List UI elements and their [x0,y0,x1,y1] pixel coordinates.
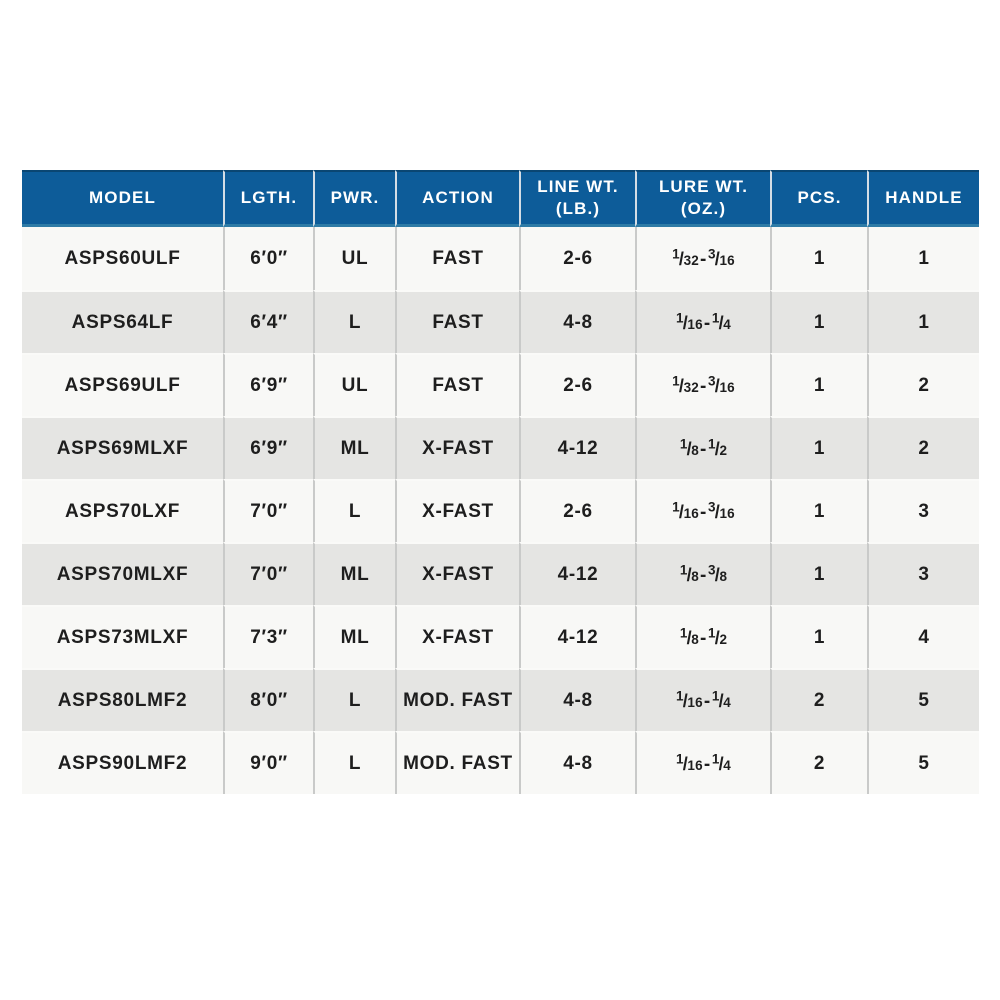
cell-lure-weight [635,605,770,668]
fraction [708,436,728,460]
fraction-numerator: 1 [675,688,684,704]
table-row [22,605,979,668]
range-dash: - [699,438,708,460]
cell-action: X-FAST [395,542,519,605]
col-header-model [22,170,223,227]
cell-length: 7′0″ [223,479,313,542]
cell-power: UL [313,227,395,290]
fraction-slash: / [714,438,721,459]
fraction [675,688,703,712]
cell-length: 6′9″ [223,353,313,416]
cell-model: ASPS69ULF [22,353,223,416]
cell-pieces: 1 [770,227,867,290]
col-header-pieces [770,170,867,227]
cell-handle: 4 [867,605,979,668]
rod-spec-table [22,170,979,794]
fraction-denominator: 16 [719,379,735,395]
fraction-slash: / [714,375,721,396]
col-header-label: ACTION [422,188,494,208]
fraction [708,499,735,523]
fraction-denominator: 2 [719,442,728,458]
cell-length: 7′0″ [223,542,313,605]
range-dash: - [703,312,711,334]
cell-lure-weight [635,290,770,353]
cell-action: MOD. FAST [395,668,519,731]
fraction-numerator: 1 [711,688,720,704]
cell-line-weight: 4-12 [519,542,635,605]
cell-power: ML [313,605,395,668]
cell-action: X-FAST [395,479,519,542]
fraction-numerator: 3 [708,562,716,578]
fraction-numerator: 1 [708,625,716,641]
cell-pieces: 1 [770,542,867,605]
fraction-slash: / [714,248,721,269]
cell-line-weight: 4-12 [519,605,635,668]
cell-power: L [313,731,395,794]
cell-pieces: 1 [770,353,867,416]
fraction [672,373,699,397]
fraction-numerator: 1 [711,310,720,326]
fraction-numerator: 1 [675,751,684,767]
fraction-denominator: 16 [719,505,735,521]
cell-line-weight: 4-8 [519,731,635,794]
cell-handle: 1 [867,290,979,353]
fraction-numerator: 1 [679,625,688,641]
fraction-slash: / [678,375,685,396]
cell-lure-weight [635,227,770,290]
cell-action: FAST [395,353,519,416]
col-header-sublabel: (LB.) [555,199,601,218]
fraction-denominator: 16 [687,757,703,773]
fraction-slash: / [714,627,721,648]
cell-pieces: 1 [770,416,867,479]
fraction [708,373,735,397]
fraction-slash: / [682,312,689,333]
fraction-denominator: 16 [687,694,703,710]
cell-length: 9′0″ [223,731,313,794]
cell-action: X-FAST [395,416,519,479]
table-row [22,290,979,353]
cell-action: FAST [395,290,519,353]
fraction [672,246,699,270]
range-dash: - [699,375,708,397]
cell-power: L [313,290,395,353]
fraction-denominator: 16 [683,505,699,521]
cell-lure-weight [635,416,770,479]
fraction-slash: / [682,690,689,711]
cell-model: ASPS64LF [22,290,223,353]
col-header-action [395,170,519,227]
cell-line-weight: 4-12 [519,416,635,479]
fraction-denominator: 16 [719,252,735,268]
fraction-denominator: 16 [687,316,703,332]
col-header-label: PWR. [330,188,380,208]
fraction-slash: / [714,564,721,585]
cell-lure-weight [635,542,770,605]
fraction-slash: / [686,627,693,648]
fraction [672,499,699,523]
fraction-numerator: 1 [679,562,688,578]
fraction [711,751,731,775]
fraction-slash: / [686,438,693,459]
fraction-slash: / [718,753,725,774]
cell-handle: 3 [867,542,979,605]
fraction-numerator: 1 [711,751,720,767]
col-header-label: LINE WT. [537,177,619,197]
fraction-numerator: 1 [708,436,716,452]
cell-length: 8′0″ [223,668,313,731]
col-header-label: LURE WT. [658,177,749,197]
fraction-numerator: 3 [708,246,716,262]
fraction-numerator: 1 [672,246,680,262]
fraction-numerator: 3 [708,373,716,389]
fraction [708,625,728,649]
cell-action: FAST [395,227,519,290]
cell-lure-weight [635,731,770,794]
fraction-denominator: 4 [723,316,731,332]
cell-model: ASPS70LXF [22,479,223,542]
fraction [708,246,735,270]
cell-lure-weight [635,668,770,731]
range-dash: - [699,564,708,586]
col-header-label: LGTH. [240,188,298,208]
table-row [22,731,979,794]
col-header-sublabel: (OZ.) [680,199,727,218]
fraction-numerator: 1 [679,436,688,452]
fraction [675,751,703,775]
table-row [22,479,979,542]
table-row [22,416,979,479]
col-header-lure-weight [635,170,770,227]
fraction-denominator: 8 [691,442,699,458]
cell-lure-weight [635,479,770,542]
cell-model: ASPS73MLXF [22,605,223,668]
cell-pieces: 1 [770,479,867,542]
cell-length: 6′9″ [223,416,313,479]
fraction-numerator: 1 [672,499,680,515]
cell-power: ML [313,542,395,605]
col-header-length [223,170,313,227]
cell-line-weight: 4-8 [519,668,635,731]
col-header-line-weight [519,170,635,227]
cell-model: ASPS60ULF [22,227,223,290]
table-row [22,542,979,605]
col-header-power [313,170,395,227]
fraction [679,625,699,649]
cell-length: 7′3″ [223,605,313,668]
range-dash: - [699,501,708,523]
cell-handle: 5 [867,668,979,731]
fraction-numerator: 1 [672,373,680,389]
col-header-label: MODEL [89,188,156,208]
cell-power: UL [313,353,395,416]
cell-pieces: 1 [770,605,867,668]
fraction-slash: / [686,564,693,585]
cell-line-weight: 2-6 [519,479,635,542]
cell-model: ASPS90LMF2 [22,731,223,794]
cell-handle: 1 [867,227,979,290]
cell-length: 6′0″ [223,227,313,290]
table-row [22,227,979,290]
fraction-slash: / [718,312,725,333]
col-header-handle [867,170,979,227]
cell-handle: 2 [867,353,979,416]
cell-power: ML [313,416,395,479]
fraction-denominator: 32 [683,252,699,268]
cell-action: MOD. FAST [395,731,519,794]
fraction-denominator: 4 [723,694,731,710]
cell-pieces: 1 [770,290,867,353]
fraction-slash: / [678,248,685,269]
col-header-label: PCS. [797,188,842,208]
col-header-label: HANDLE [885,188,963,208]
header-row [22,170,979,227]
cell-pieces: 2 [770,668,867,731]
range-dash: - [703,753,711,775]
range-dash: - [699,627,708,649]
fraction-denominator: 4 [723,757,731,773]
fraction-denominator: 32 [683,379,699,395]
cell-handle: 3 [867,479,979,542]
fraction [708,562,728,586]
fraction-denominator: 8 [691,631,699,647]
cell-handle: 2 [867,416,979,479]
cell-model: ASPS70MLXF [22,542,223,605]
cell-lure-weight [635,353,770,416]
fraction-numerator: 3 [708,499,716,515]
fraction-slash: / [718,690,725,711]
cell-power: L [313,479,395,542]
fraction [679,436,699,460]
fraction [675,310,703,334]
fraction [679,562,699,586]
range-dash: - [703,690,711,712]
fraction-denominator: 8 [719,568,728,584]
cell-handle: 5 [867,731,979,794]
cell-model: ASPS80LMF2 [22,668,223,731]
table-body [22,227,979,794]
table-row [22,353,979,416]
cell-power: L [313,668,395,731]
cell-model: ASPS69MLXF [22,416,223,479]
fraction-slash: / [714,501,721,522]
cell-line-weight: 2-6 [519,227,635,290]
fraction-numerator: 1 [675,310,684,326]
cell-length: 6′4″ [223,290,313,353]
table-row [22,668,979,731]
fraction [711,688,731,712]
cell-line-weight: 4-8 [519,290,635,353]
cell-line-weight: 2-6 [519,353,635,416]
fraction [711,310,731,334]
table-header [22,170,979,227]
cell-pieces: 2 [770,731,867,794]
cell-action: X-FAST [395,605,519,668]
fraction-slash: / [678,501,685,522]
fraction-slash: / [682,753,689,774]
range-dash: - [699,248,708,270]
fraction-denominator: 2 [719,631,728,647]
fraction-denominator: 8 [691,568,699,584]
